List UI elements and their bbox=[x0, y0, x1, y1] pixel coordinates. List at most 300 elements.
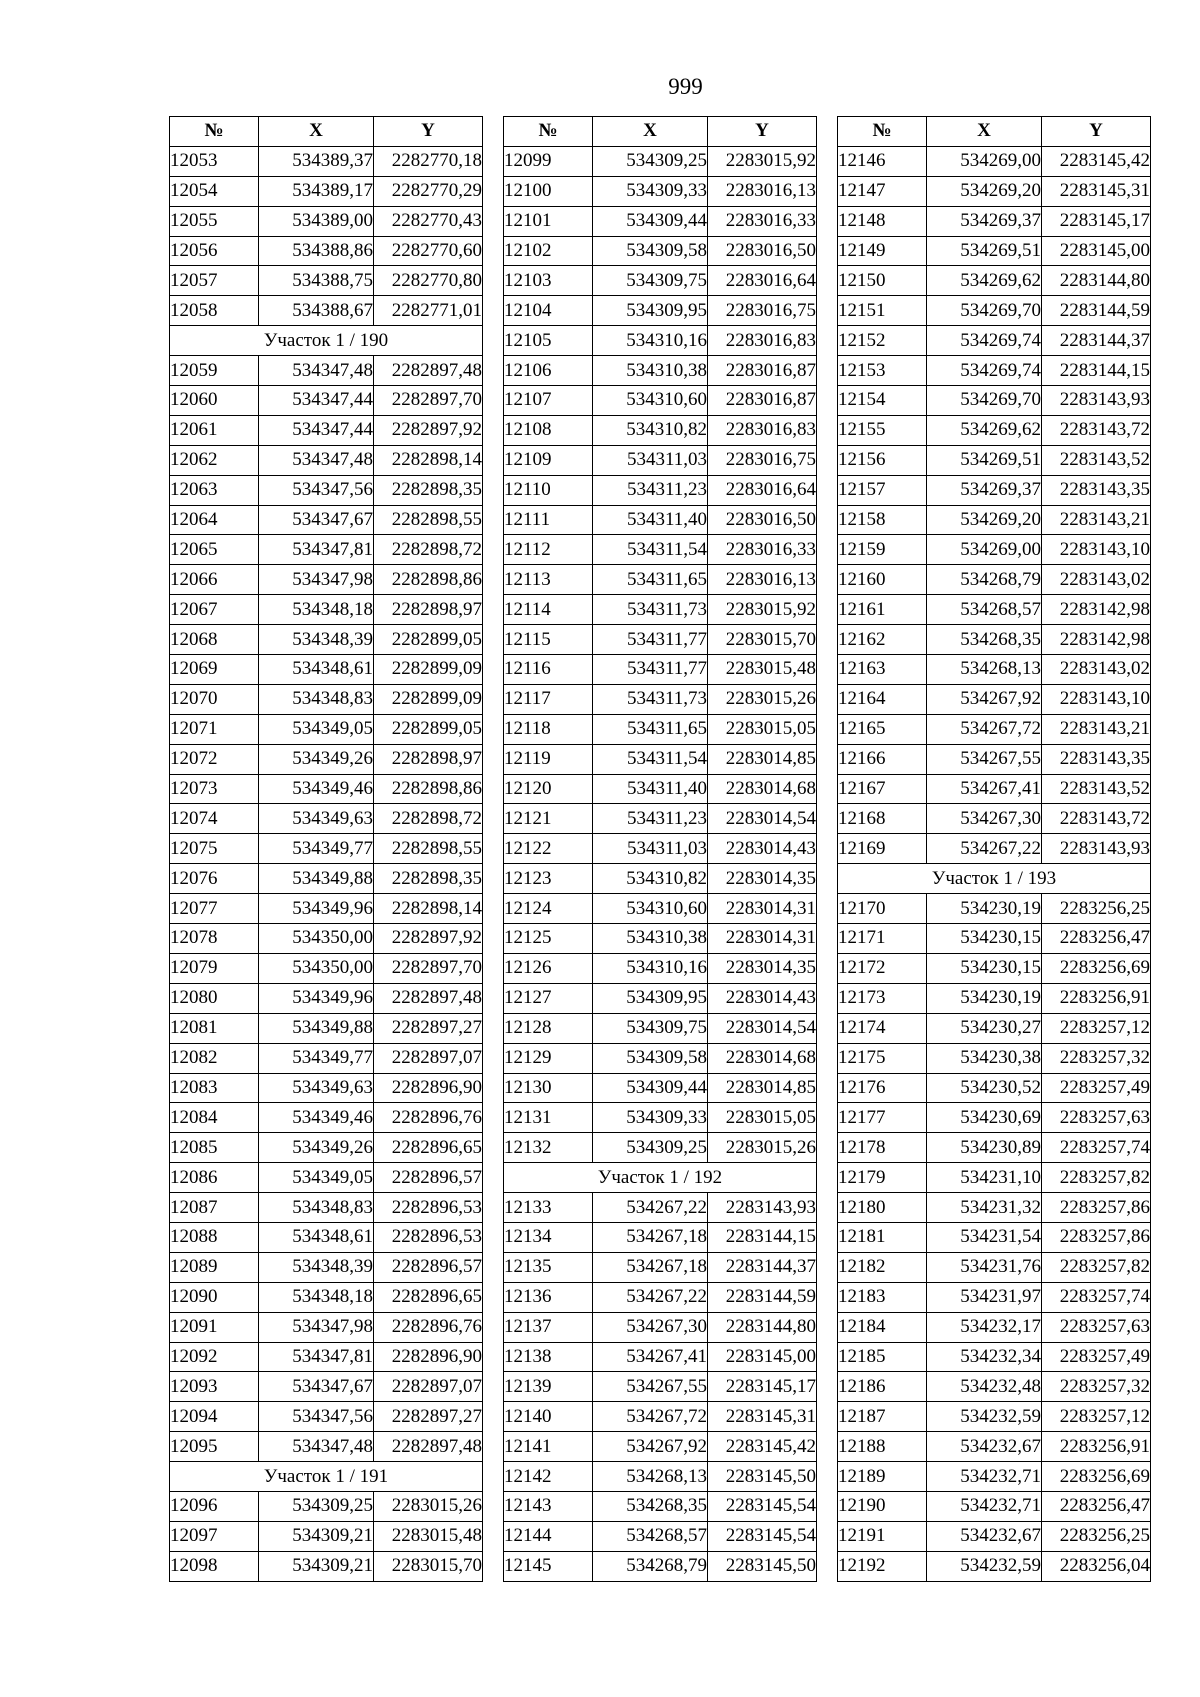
y-coordinate-cell: 2282897,70 bbox=[374, 386, 483, 416]
y-coordinate-cell: 2283015,70 bbox=[708, 625, 817, 655]
x-coordinate-cell: 534311,54 bbox=[593, 535, 708, 565]
y-coordinate-cell: 2283145,31 bbox=[1042, 176, 1151, 206]
point-number-cell: 12101 bbox=[504, 206, 593, 236]
point-number-cell: 12136 bbox=[504, 1282, 593, 1312]
table-row bbox=[838, 1043, 1151, 1073]
point-number-cell: 12192 bbox=[838, 1551, 927, 1581]
table-row bbox=[504, 864, 817, 894]
x-coordinate-cell: 534269,70 bbox=[927, 386, 1042, 416]
y-coordinate-cell: 2283016,87 bbox=[708, 356, 817, 386]
point-number-cell: 12188 bbox=[838, 1432, 927, 1462]
table-row bbox=[170, 1402, 483, 1432]
point-number-cell: 12183 bbox=[838, 1282, 927, 1312]
point-number-cell: 12059 bbox=[170, 356, 259, 386]
x-coordinate-cell: 534347,56 bbox=[259, 1402, 374, 1432]
x-coordinate-cell: 534232,59 bbox=[927, 1551, 1042, 1581]
table-row bbox=[838, 1163, 1151, 1193]
y-coordinate-cell: 2283257,82 bbox=[1042, 1252, 1151, 1282]
y-coordinate-cell: 2283256,25 bbox=[1042, 1521, 1151, 1551]
y-coordinate-cell: 2282898,86 bbox=[374, 565, 483, 595]
x-coordinate-cell: 534231,76 bbox=[927, 1252, 1042, 1282]
point-number-cell: 12124 bbox=[504, 894, 593, 924]
x-coordinate-cell: 534348,39 bbox=[259, 625, 374, 655]
table-row bbox=[838, 655, 1151, 685]
header-x: X bbox=[259, 117, 374, 147]
point-number-cell: 12129 bbox=[504, 1043, 593, 1073]
y-coordinate-cell: 2282897,27 bbox=[374, 1013, 483, 1043]
x-coordinate-cell: 534349,63 bbox=[259, 804, 374, 834]
point-number-cell: 12072 bbox=[170, 744, 259, 774]
point-number-cell: 12128 bbox=[504, 1013, 593, 1043]
x-coordinate-cell: 534267,92 bbox=[927, 684, 1042, 714]
x-coordinate-cell: 534347,48 bbox=[259, 1432, 374, 1462]
point-number-cell: 12118 bbox=[504, 714, 593, 744]
table-row bbox=[504, 684, 817, 714]
table-row bbox=[170, 386, 483, 416]
table-row bbox=[504, 475, 817, 505]
point-number-cell: 12150 bbox=[838, 266, 927, 296]
x-coordinate-cell: 534268,35 bbox=[927, 625, 1042, 655]
coordinates-table-3 bbox=[837, 116, 1151, 1582]
x-coordinate-cell: 534349,77 bbox=[259, 834, 374, 864]
x-coordinate-cell: 534269,20 bbox=[927, 505, 1042, 535]
x-coordinate-cell: 534309,25 bbox=[259, 1491, 374, 1521]
point-number-cell: 12070 bbox=[170, 684, 259, 714]
x-coordinate-cell: 534267,72 bbox=[593, 1402, 708, 1432]
y-coordinate-cell: 2283144,15 bbox=[1042, 356, 1151, 386]
point-number-cell: 12111 bbox=[504, 505, 593, 535]
x-coordinate-cell: 534349,46 bbox=[259, 1103, 374, 1133]
y-coordinate-cell: 2282898,97 bbox=[374, 744, 483, 774]
y-coordinate-cell: 2283145,17 bbox=[1042, 206, 1151, 236]
point-number-cell: 12166 bbox=[838, 744, 927, 774]
point-number-cell: 12076 bbox=[170, 864, 259, 894]
x-coordinate-cell: 534309,75 bbox=[593, 1013, 708, 1043]
y-coordinate-cell: 2283015,48 bbox=[708, 655, 817, 685]
x-coordinate-cell: 534310,60 bbox=[593, 894, 708, 924]
point-number-cell: 12137 bbox=[504, 1312, 593, 1342]
table-header-row bbox=[504, 117, 817, 147]
point-number-cell: 12164 bbox=[838, 684, 927, 714]
x-coordinate-cell: 534347,98 bbox=[259, 565, 374, 595]
x-coordinate-cell: 534267,41 bbox=[593, 1342, 708, 1372]
y-coordinate-cell: 2282896,65 bbox=[374, 1133, 483, 1163]
x-coordinate-cell: 534310,16 bbox=[593, 326, 708, 356]
x-coordinate-cell: 534267,22 bbox=[593, 1282, 708, 1312]
x-coordinate-cell: 534311,23 bbox=[593, 475, 708, 505]
table-row bbox=[504, 356, 817, 386]
y-coordinate-cell: 2283143,52 bbox=[1042, 445, 1151, 475]
point-number-cell: 12082 bbox=[170, 1043, 259, 1073]
point-number-cell: 12156 bbox=[838, 445, 927, 475]
y-coordinate-cell: 2283143,02 bbox=[1042, 655, 1151, 685]
y-coordinate-cell: 2283014,35 bbox=[708, 864, 817, 894]
table-row bbox=[504, 146, 817, 176]
x-coordinate-cell: 534230,15 bbox=[927, 953, 1042, 983]
y-coordinate-cell: 2283016,83 bbox=[708, 415, 817, 445]
table-row bbox=[170, 1551, 483, 1581]
point-number-cell: 12106 bbox=[504, 356, 593, 386]
point-number-cell: 12093 bbox=[170, 1372, 259, 1402]
table-row bbox=[838, 983, 1151, 1013]
table-row bbox=[504, 505, 817, 535]
table-row bbox=[838, 475, 1151, 505]
point-number-cell: 12055 bbox=[170, 206, 259, 236]
table-row bbox=[504, 953, 817, 983]
x-coordinate-cell: 534232,48 bbox=[927, 1372, 1042, 1402]
y-coordinate-cell: 2283145,50 bbox=[708, 1462, 817, 1492]
point-number-cell: 12073 bbox=[170, 774, 259, 804]
table-row bbox=[504, 266, 817, 296]
table-row bbox=[170, 1222, 483, 1252]
point-number-cell: 12184 bbox=[838, 1312, 927, 1342]
table-row bbox=[170, 1163, 483, 1193]
y-coordinate-cell: 2282897,07 bbox=[374, 1043, 483, 1073]
table-row bbox=[504, 415, 817, 445]
x-coordinate-cell: 534310,38 bbox=[593, 924, 708, 954]
y-coordinate-cell: 2283145,54 bbox=[708, 1491, 817, 1521]
point-number-cell: 12100 bbox=[504, 176, 593, 206]
x-coordinate-cell: 534230,69 bbox=[927, 1103, 1042, 1133]
table-row bbox=[504, 1521, 817, 1551]
x-coordinate-cell: 534309,44 bbox=[593, 206, 708, 236]
table-row bbox=[170, 176, 483, 206]
point-number-cell: 12187 bbox=[838, 1402, 927, 1432]
point-number-cell: 12146 bbox=[838, 146, 927, 176]
x-coordinate-cell: 534269,20 bbox=[927, 176, 1042, 206]
table-row bbox=[170, 1282, 483, 1312]
x-coordinate-cell: 534347,67 bbox=[259, 1372, 374, 1402]
y-coordinate-cell: 2283145,31 bbox=[708, 1402, 817, 1432]
y-coordinate-cell: 2283256,04 bbox=[1042, 1551, 1151, 1581]
table-row bbox=[838, 1252, 1151, 1282]
y-coordinate-cell: 2283014,43 bbox=[708, 983, 817, 1013]
point-number-cell: 12097 bbox=[170, 1521, 259, 1551]
table-header-row bbox=[838, 117, 1151, 147]
y-coordinate-cell: 2283144,37 bbox=[1042, 326, 1151, 356]
point-number-cell: 12062 bbox=[170, 445, 259, 475]
x-coordinate-cell: 534309,25 bbox=[593, 1133, 708, 1163]
point-number-cell: 12135 bbox=[504, 1252, 593, 1282]
table-row bbox=[170, 505, 483, 535]
section-row bbox=[170, 326, 483, 356]
y-coordinate-cell: 2283015,05 bbox=[708, 714, 817, 744]
y-coordinate-cell: 2283016,75 bbox=[708, 296, 817, 326]
y-coordinate-cell: 2283257,74 bbox=[1042, 1133, 1151, 1163]
y-coordinate-cell: 2283015,48 bbox=[374, 1521, 483, 1551]
point-number-cell: 12080 bbox=[170, 983, 259, 1013]
table-row bbox=[170, 744, 483, 774]
x-coordinate-cell: 534230,19 bbox=[927, 983, 1042, 1013]
table-row bbox=[170, 655, 483, 685]
header-y: Y bbox=[708, 117, 817, 147]
table-row bbox=[504, 1073, 817, 1103]
y-coordinate-cell: 2282898,97 bbox=[374, 595, 483, 625]
y-coordinate-cell: 2282898,14 bbox=[374, 445, 483, 475]
point-number-cell: 12125 bbox=[504, 924, 593, 954]
table-row bbox=[170, 415, 483, 445]
y-coordinate-cell: 2282898,72 bbox=[374, 535, 483, 565]
x-coordinate-cell: 534389,17 bbox=[259, 176, 374, 206]
x-coordinate-cell: 534309,44 bbox=[593, 1073, 708, 1103]
table-row bbox=[170, 625, 483, 655]
y-coordinate-cell: 2282896,76 bbox=[374, 1103, 483, 1133]
table-row bbox=[504, 1312, 817, 1342]
y-coordinate-cell: 2282897,92 bbox=[374, 415, 483, 445]
point-number-cell: 12186 bbox=[838, 1372, 927, 1402]
point-number-cell: 12163 bbox=[838, 655, 927, 685]
point-number-cell: 12148 bbox=[838, 206, 927, 236]
point-number-cell: 12133 bbox=[504, 1193, 593, 1223]
y-coordinate-cell: 2283145,17 bbox=[708, 1372, 817, 1402]
y-coordinate-cell: 2283145,42 bbox=[1042, 146, 1151, 176]
page-number: 999 bbox=[668, 74, 703, 99]
section-row bbox=[504, 1163, 817, 1193]
y-coordinate-cell: 2282770,29 bbox=[374, 176, 483, 206]
x-coordinate-cell: 534230,89 bbox=[927, 1133, 1042, 1163]
y-coordinate-cell: 2283143,10 bbox=[1042, 535, 1151, 565]
table-header-row bbox=[170, 117, 483, 147]
y-coordinate-cell: 2283016,64 bbox=[708, 266, 817, 296]
table-row bbox=[504, 1013, 817, 1043]
table-row bbox=[504, 1551, 817, 1581]
table-row bbox=[838, 206, 1151, 236]
table-row bbox=[838, 834, 1151, 864]
point-number-cell: 12092 bbox=[170, 1342, 259, 1372]
x-coordinate-cell: 534348,83 bbox=[259, 684, 374, 714]
point-number-cell: 12141 bbox=[504, 1432, 593, 1462]
table-row bbox=[838, 326, 1151, 356]
y-coordinate-cell: 2282899,05 bbox=[374, 714, 483, 744]
x-coordinate-cell: 534349,88 bbox=[259, 864, 374, 894]
table-row bbox=[170, 1103, 483, 1133]
y-coordinate-cell: 2283145,00 bbox=[708, 1342, 817, 1372]
x-coordinate-cell: 534310,82 bbox=[593, 415, 708, 445]
header-x: X bbox=[593, 117, 708, 147]
point-number-cell: 12081 bbox=[170, 1013, 259, 1043]
point-number-cell: 12069 bbox=[170, 655, 259, 685]
point-number-cell: 12058 bbox=[170, 296, 259, 326]
x-coordinate-cell: 534311,40 bbox=[593, 505, 708, 535]
table-row bbox=[838, 894, 1151, 924]
x-coordinate-cell: 534349,46 bbox=[259, 774, 374, 804]
x-coordinate-cell: 534309,58 bbox=[593, 236, 708, 266]
point-number-cell: 12078 bbox=[170, 924, 259, 954]
header-number: № bbox=[170, 117, 259, 147]
header-number: № bbox=[504, 117, 593, 147]
table-row bbox=[504, 595, 817, 625]
x-coordinate-cell: 534267,30 bbox=[927, 804, 1042, 834]
x-coordinate-cell: 534348,83 bbox=[259, 1193, 374, 1223]
y-coordinate-cell: 2283145,54 bbox=[708, 1521, 817, 1551]
table-row bbox=[170, 266, 483, 296]
point-number-cell: 12108 bbox=[504, 415, 593, 445]
point-number-cell: 12114 bbox=[504, 595, 593, 625]
y-coordinate-cell: 2283014,31 bbox=[708, 894, 817, 924]
x-coordinate-cell: 534311,77 bbox=[593, 655, 708, 685]
point-number-cell: 12107 bbox=[504, 386, 593, 416]
point-number-cell: 12113 bbox=[504, 565, 593, 595]
x-coordinate-cell: 534269,37 bbox=[927, 206, 1042, 236]
x-coordinate-cell: 534350,00 bbox=[259, 953, 374, 983]
y-coordinate-cell: 2282771,01 bbox=[374, 296, 483, 326]
table-row bbox=[170, 565, 483, 595]
y-coordinate-cell: 2283014,43 bbox=[708, 834, 817, 864]
point-number-cell: 12063 bbox=[170, 475, 259, 505]
point-number-cell: 12122 bbox=[504, 834, 593, 864]
y-coordinate-cell: 2283145,00 bbox=[1042, 236, 1151, 266]
x-coordinate-cell: 534267,18 bbox=[593, 1222, 708, 1252]
y-coordinate-cell: 2283143,10 bbox=[1042, 684, 1151, 714]
y-coordinate-cell: 2282896,53 bbox=[374, 1193, 483, 1223]
y-coordinate-cell: 2283016,13 bbox=[708, 565, 817, 595]
table-row bbox=[504, 744, 817, 774]
table-row bbox=[504, 1193, 817, 1223]
table-row bbox=[504, 326, 817, 356]
x-coordinate-cell: 534267,30 bbox=[593, 1312, 708, 1342]
point-number-cell: 12060 bbox=[170, 386, 259, 416]
y-coordinate-cell: 2283144,80 bbox=[708, 1312, 817, 1342]
y-coordinate-cell: 2283014,35 bbox=[708, 953, 817, 983]
y-coordinate-cell: 2283015,26 bbox=[708, 684, 817, 714]
table-row bbox=[504, 535, 817, 565]
y-coordinate-cell: 2282898,35 bbox=[374, 864, 483, 894]
table-row bbox=[170, 714, 483, 744]
point-number-cell: 12095 bbox=[170, 1432, 259, 1462]
table-row bbox=[504, 1462, 817, 1492]
x-coordinate-cell: 534349,26 bbox=[259, 1133, 374, 1163]
point-number-cell: 12131 bbox=[504, 1103, 593, 1133]
point-number-cell: 12064 bbox=[170, 505, 259, 535]
y-coordinate-cell: 2282896,53 bbox=[374, 1222, 483, 1252]
point-number-cell: 12134 bbox=[504, 1222, 593, 1252]
header-y: Y bbox=[374, 117, 483, 147]
y-coordinate-cell: 2282899,09 bbox=[374, 684, 483, 714]
y-coordinate-cell: 2282770,18 bbox=[374, 146, 483, 176]
table-row bbox=[170, 1133, 483, 1163]
x-coordinate-cell: 534347,56 bbox=[259, 475, 374, 505]
x-coordinate-cell: 534232,71 bbox=[927, 1462, 1042, 1492]
section-title: Участок 1 / 191 bbox=[170, 1462, 483, 1492]
y-coordinate-cell: 2283144,80 bbox=[1042, 266, 1151, 296]
point-number-cell: 12140 bbox=[504, 1402, 593, 1432]
y-coordinate-cell: 2283015,26 bbox=[708, 1133, 817, 1163]
table-row bbox=[170, 1312, 483, 1342]
x-coordinate-cell: 534231,32 bbox=[927, 1193, 1042, 1223]
point-number-cell: 12054 bbox=[170, 176, 259, 206]
section-title: Участок 1 / 193 bbox=[838, 864, 1151, 894]
table-row bbox=[838, 1521, 1151, 1551]
table-row bbox=[504, 296, 817, 326]
table-row bbox=[838, 744, 1151, 774]
table-row bbox=[838, 296, 1151, 326]
x-coordinate-cell: 534389,00 bbox=[259, 206, 374, 236]
table-row bbox=[838, 1462, 1151, 1492]
point-number-cell: 12110 bbox=[504, 475, 593, 505]
x-coordinate-cell: 534347,81 bbox=[259, 535, 374, 565]
point-number-cell: 12105 bbox=[504, 326, 593, 356]
table-row bbox=[838, 1312, 1151, 1342]
point-number-cell: 12181 bbox=[838, 1222, 927, 1252]
point-number-cell: 12138 bbox=[504, 1342, 593, 1372]
x-coordinate-cell: 534310,38 bbox=[593, 356, 708, 386]
y-coordinate-cell: 2282899,05 bbox=[374, 625, 483, 655]
point-number-cell: 12112 bbox=[504, 535, 593, 565]
point-number-cell: 12087 bbox=[170, 1193, 259, 1223]
coordinates-table-2 bbox=[503, 116, 817, 1582]
point-number-cell: 12144 bbox=[504, 1521, 593, 1551]
x-coordinate-cell: 534232,71 bbox=[927, 1491, 1042, 1521]
table-row bbox=[504, 1372, 817, 1402]
y-coordinate-cell: 2283145,42 bbox=[708, 1432, 817, 1462]
y-coordinate-cell: 2283014,85 bbox=[708, 1073, 817, 1103]
table-row bbox=[504, 804, 817, 834]
x-coordinate-cell: 534267,55 bbox=[927, 744, 1042, 774]
y-coordinate-cell: 2283143,72 bbox=[1042, 415, 1151, 445]
x-coordinate-cell: 534311,73 bbox=[593, 595, 708, 625]
point-number-cell: 12121 bbox=[504, 804, 593, 834]
table-row bbox=[170, 296, 483, 326]
point-number-cell: 12088 bbox=[170, 1222, 259, 1252]
point-number-cell: 12066 bbox=[170, 565, 259, 595]
x-coordinate-cell: 534269,00 bbox=[927, 535, 1042, 565]
point-number-cell: 12120 bbox=[504, 774, 593, 804]
y-coordinate-cell: 2283014,54 bbox=[708, 804, 817, 834]
table-row bbox=[170, 1372, 483, 1402]
table-row bbox=[838, 1193, 1151, 1223]
table-row bbox=[170, 983, 483, 1013]
table-row bbox=[838, 1013, 1151, 1043]
point-number-cell: 12170 bbox=[838, 894, 927, 924]
point-number-cell: 12180 bbox=[838, 1193, 927, 1223]
x-coordinate-cell: 534232,34 bbox=[927, 1342, 1042, 1372]
point-number-cell: 12126 bbox=[504, 953, 593, 983]
y-coordinate-cell: 2282897,48 bbox=[374, 1432, 483, 1462]
x-coordinate-cell: 534230,19 bbox=[927, 894, 1042, 924]
y-coordinate-cell: 2283015,26 bbox=[374, 1491, 483, 1521]
x-coordinate-cell: 534311,03 bbox=[593, 445, 708, 475]
table-row bbox=[170, 684, 483, 714]
x-coordinate-cell: 534269,74 bbox=[927, 356, 1042, 386]
x-coordinate-cell: 534347,67 bbox=[259, 505, 374, 535]
point-number-cell: 12179 bbox=[838, 1163, 927, 1193]
x-coordinate-cell: 534267,22 bbox=[593, 1193, 708, 1223]
y-coordinate-cell: 2283257,82 bbox=[1042, 1163, 1151, 1193]
point-number-cell: 12123 bbox=[504, 864, 593, 894]
x-coordinate-cell: 534269,74 bbox=[927, 326, 1042, 356]
x-coordinate-cell: 534311,40 bbox=[593, 774, 708, 804]
x-coordinate-cell: 534269,51 bbox=[927, 236, 1042, 266]
point-number-cell: 12109 bbox=[504, 445, 593, 475]
y-coordinate-cell: 2283144,37 bbox=[708, 1252, 817, 1282]
point-number-cell: 12158 bbox=[838, 505, 927, 535]
y-coordinate-cell: 2282896,57 bbox=[374, 1163, 483, 1193]
y-coordinate-cell: 2282898,14 bbox=[374, 894, 483, 924]
x-coordinate-cell: 534311,23 bbox=[593, 804, 708, 834]
x-coordinate-cell: 534349,88 bbox=[259, 1013, 374, 1043]
x-coordinate-cell: 534309,33 bbox=[593, 1103, 708, 1133]
table-row bbox=[838, 146, 1151, 176]
x-coordinate-cell: 534349,96 bbox=[259, 983, 374, 1013]
x-coordinate-cell: 534268,57 bbox=[593, 1521, 708, 1551]
x-coordinate-cell: 534349,63 bbox=[259, 1073, 374, 1103]
point-number-cell: 12154 bbox=[838, 386, 927, 416]
point-number-cell: 12065 bbox=[170, 535, 259, 565]
point-number-cell: 12139 bbox=[504, 1372, 593, 1402]
y-coordinate-cell: 2282897,07 bbox=[374, 1372, 483, 1402]
table-row bbox=[504, 655, 817, 685]
point-number-cell: 12071 bbox=[170, 714, 259, 744]
